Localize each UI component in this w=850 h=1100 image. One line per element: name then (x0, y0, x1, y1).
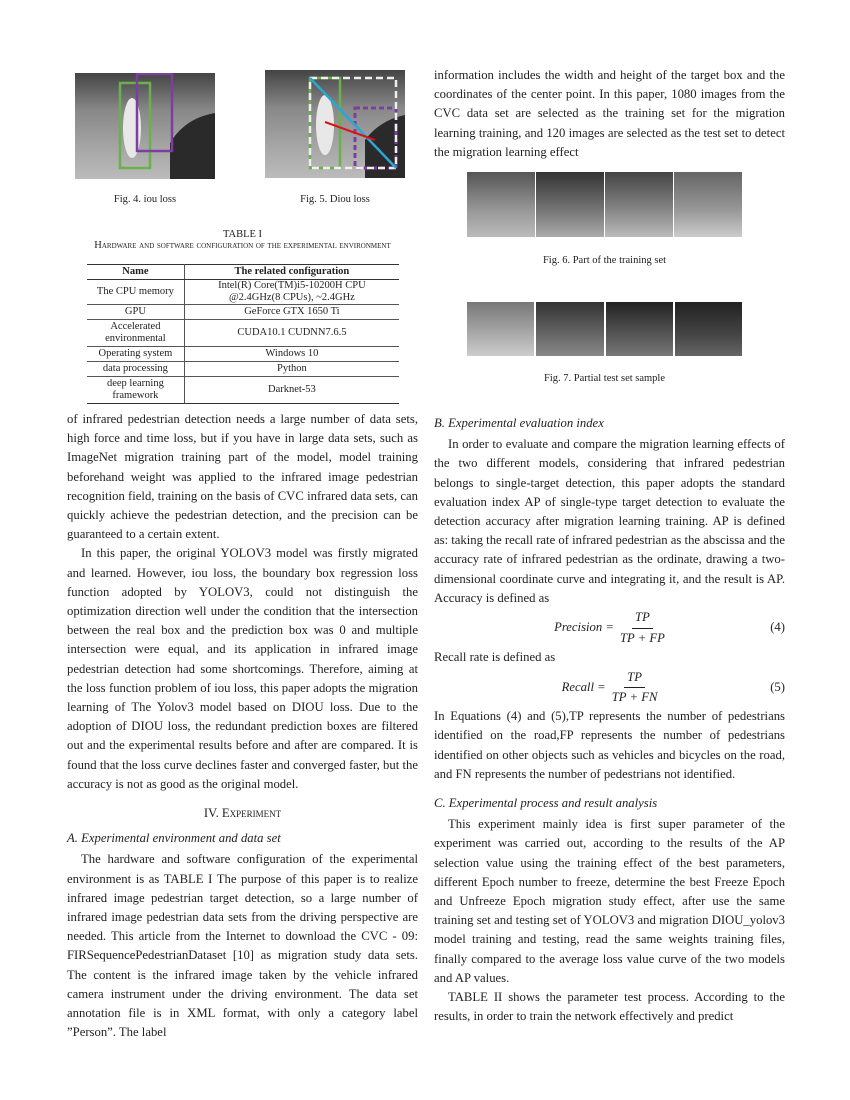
paragraph: In this paper, the original YOLOV3 model was firstly migrated and learned. However, iou loss, the boundary box regression loss function adopted by YOLOV3, could not distinguish the optimization direction well under the condition that the intersection between the real box and the prediction box was 0 and multiple intersection were equal, and its application in infrared image pedestrian detection had some shortcomings. Therefore, aiming at the loss function problem of iou loss, this paper adopts the migration learning of The Yolov3 model based on DIOU loss. Due to the adoption of DIOU loss, the redundant prediction boxes are filtered out and the experimental results before and after are compared. It is found that the loss curve declines faster and converged faster, but the accuracy is not as good as the original model. (67, 546, 418, 791)
left-column (67, 410, 418, 1043)
paragraph: This experiment mainly idea is first super parameter of the experiment was carried out, according to the results of the AP selection value using the training effect of the best parameters, different Epoch number to freeze, determine the best Freeze Epoch and Unfreeze Epoch migration study effect, after use the same training set and testing set of YOLOV3 and migration DIOU_yolov3 model training and testing, read the same weights training files, finally compared to the average loss value curve of the two models and AP values. (434, 817, 785, 985)
eq-numerator: TP (632, 608, 653, 628)
equation-recall (434, 667, 785, 707)
eq-denominator: TP + FP (619, 630, 665, 645)
paragraph: information includes the width and height of the target box and the coordinates of the center point. In this paper, 1080 images from the CVC data set are selected as the training set for the migration learning training, and 120 images are selected as the test set to detect the migration learning effect (434, 68, 785, 159)
paragraph: In Equations (4) and (5),TP represents the number of pedestrians identified on the road,FP represents the number of pedestrians identified on other objects such as vehicles and bicycles on the road, and FN represents the number of pedestrians not identified. (434, 709, 785, 781)
subsection-heading: A. Experimental environment and data set (67, 831, 281, 846)
cell: Darknet-53 (185, 377, 399, 404)
paragraph: Recall rate is defined as (434, 650, 556, 665)
right-column-top (434, 66, 785, 162)
table-1 (67, 229, 418, 404)
eq-lhs: Precision = (554, 620, 614, 635)
table-row (87, 305, 399, 320)
cell: GPU (87, 305, 185, 320)
subsection-heading: B. Experimental evaluation index (434, 416, 604, 430)
table-row (87, 347, 399, 362)
paragraph: of infrared pedestrian detection needs a large number of data sets, high force and time loss, but if you have in large data sets, such as ImageNet migration training part of the model, model training beforehand weight was applied to the infrared image pedestrian recognition field, training on the basis of CVC infrared data sets, can quickly achieve the pedestrian detection, and the precision can be guaranteed to a certain extent. (67, 412, 418, 542)
table-row (87, 280, 399, 305)
cell: Operating system (87, 347, 185, 362)
paragraph: TABLE II shows the parameter test process. According to the results, in order to train the network effectively and predict (434, 990, 785, 1024)
table-row (87, 377, 399, 404)
cell: Intel(R) Core(TM)i5-10200H CPU @2.4GHz(8 CPUs), ~2.4GHz (185, 280, 399, 305)
eq-number: (5) (770, 679, 785, 694)
paragraph: In order to evaluate and compare the migration learning effects of the two different models, considering that infrared pedestrian belongs to single-target detection, this paper adopts the standard evaluation index AP of single-type target detection to evaluate the detection accuracy after migration learning training. AP is defined as: taking the recall rate of infrared pedestrian as the abscissa and the accuracy rate of infrared pedestrian as the ordinate, drawing a two-dimensional coordinate curve and integrating it, and the result is AP. Accuracy is defined as (434, 437, 785, 605)
cell: Accelerated environmental (87, 320, 185, 347)
eq-number: (4) (770, 620, 785, 635)
eq-denominator: TP + FN (611, 689, 658, 704)
table-label: TABLE I (222, 229, 263, 240)
fig7-image (467, 302, 742, 356)
equation-precision (434, 608, 785, 648)
cell: GeForce GTX 1650 Ti (185, 305, 399, 320)
table-row (87, 320, 399, 347)
cell: Windows 10 (185, 347, 399, 362)
cell: Python (185, 362, 399, 377)
fig7-caption: Fig. 7. Partial test set sample (543, 373, 666, 384)
col-header-name: Name (87, 265, 185, 280)
subsection-heading: C. Experimental process and result analysis (434, 796, 658, 811)
table-row (87, 362, 399, 377)
fig5-image (265, 70, 405, 178)
config-table (87, 264, 399, 404)
fig5-caption: Fig. 5. Diou loss (300, 194, 370, 205)
fig4-image (75, 73, 215, 179)
section-heading: IV. Experiment (203, 806, 282, 821)
eq-lhs: Recall = (561, 679, 606, 694)
eq-numerator: TP (624, 668, 645, 688)
col-header-config: The related configuration (185, 265, 399, 280)
fig6-caption: Fig. 6. Part of the training set (542, 255, 667, 266)
cell: The CPU memory (87, 280, 185, 305)
cell: data processing (87, 362, 185, 377)
right-column (434, 408, 785, 1026)
cell: deep learning framework (87, 377, 185, 404)
cell: CUDA10.1 CUDNN7.6.5 (185, 320, 399, 347)
paragraph: The hardware and software configuration of the experimental environment is as TABLE I The purpose of this paper is to realize infrared image pedestrian target detection, so a large number of infrared image pedestrian data sets from the driving perspective are needed. This article from the Internet to download the CVC - 09: FIRSequencePedestrianDataset [10] as migration study data sets. The content is the infrared image taken by the vehicle infrared camera instrument under the driving environment. The data set annotation file is in XML format, with only a category label ”Person”. The label (67, 852, 418, 1040)
fig6-image (467, 172, 742, 237)
fig4-caption: Fig. 4. iou loss (113, 194, 177, 205)
table-title: Hardware and software configuration of the experimental environment (94, 240, 391, 251)
